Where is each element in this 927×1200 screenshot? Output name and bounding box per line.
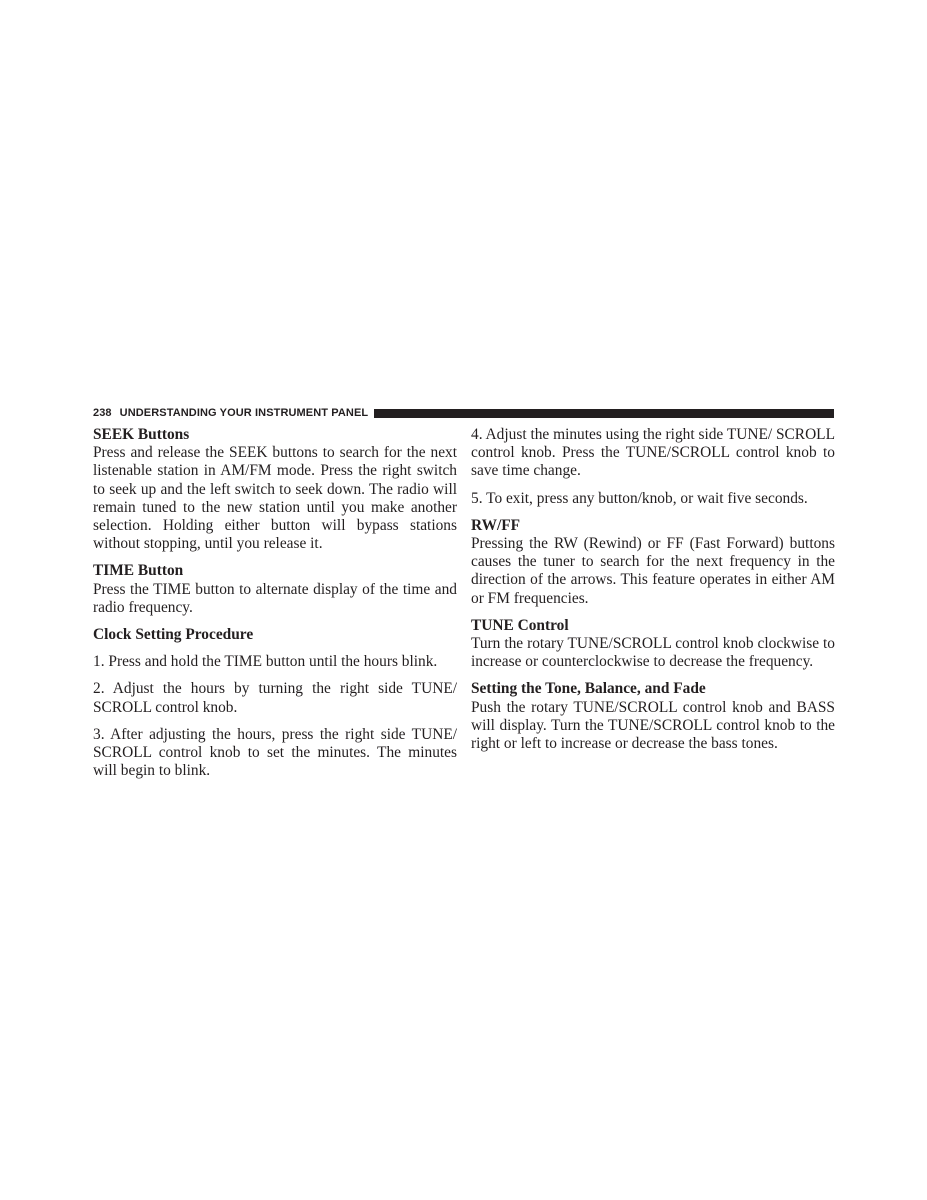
clock-heading: Clock Setting Procedure: [93, 626, 254, 644]
tune-heading: TUNE Control: [471, 616, 569, 634]
rwff-text: Pressing the RW (Rewind) or FF (Fast Forward) buttons causes the tuner to search for the next frequency in the direction of the arrows. This feature operates in either AM or FM frequencies.: [471, 535, 835, 607]
time-text: Press the TIME button to alternate display of the time and radio frequency.: [93, 580, 457, 616]
section-title: UNDERSTANDING YOUR INSTRUMENT PANEL: [119, 407, 369, 419]
clock-step-5: 5. To exit, press any button/knob, or wait five seconds.: [471, 489, 808, 507]
page-header: [93, 406, 834, 420]
time-heading: TIME Button: [93, 562, 184, 580]
header-rule: [374, 409, 834, 418]
seek-text: Press and release the SEEK buttons to search for the next listenable station in AM/FM mode. Press the right switch to seek up and the left switch to seek down. The radio will remain tuned to the new station until you make another selection. Holding either button will bypass stations without stopping, until you release it.: [93, 444, 457, 553]
rwff-heading: RW/FF: [471, 516, 521, 534]
clock-step-2: 2. Adjust the hours by turning the right side TUNE/ SCROLL control knob.: [93, 680, 457, 716]
clock-step-1: 1. Press and hold the TIME button until the hours blink.: [93, 653, 438, 671]
tone-heading: Setting the Tone, Balance, and Fade: [471, 680, 706, 698]
seek-heading: SEEK Buttons: [93, 426, 190, 443]
right-column: [471, 426, 835, 762]
clock-step-4: 4. Adjust the minutes using the right side TUNE/ SCROLL control knob. Press the TUNE/SCROLL control knob to save time change.: [471, 426, 835, 480]
page-number: 238: [93, 407, 112, 419]
left-column: [93, 426, 457, 789]
tone-text: Push the rotary TUNE/SCROLL control knob and BASS will display. Turn the TUNE/SCROLL control knob to the right or left to increase or decrease the bass tones.: [471, 698, 835, 753]
tune-text: Turn the rotary TUNE/SCROLL control knob clockwise to increase or counterclockwise to decrease the frequency.: [471, 635, 835, 671]
clock-step-3: 3. After adjusting the hours, press the right side TUNE/ SCROLL control knob to set the minutes. The minutes will begin to blink.: [93, 725, 457, 780]
